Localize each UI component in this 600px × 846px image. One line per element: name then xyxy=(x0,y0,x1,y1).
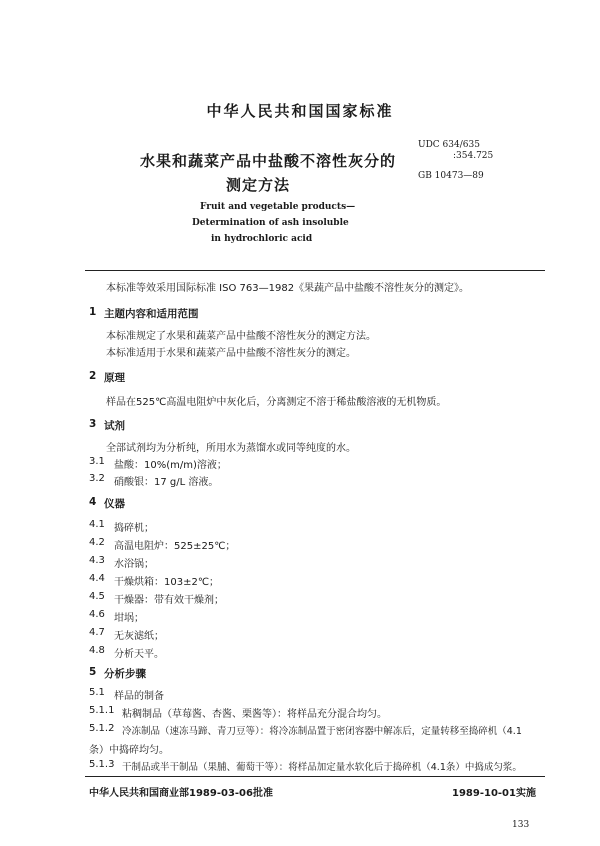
item-4-7-text: 无灰滤纸； xyxy=(114,631,164,642)
title-en-line2: Determination of ash insoluble xyxy=(192,218,349,228)
title-en-line3: in hydrochloric acid xyxy=(211,234,313,244)
title-zh-line2: 测定方法 xyxy=(226,176,291,194)
section-3-paragraph-1: 全部试剂均为分析纯，所用水为蒸馏水或同等纯度的水。 xyxy=(106,443,356,454)
section-1-heading: 主题内容和适用范围 xyxy=(104,308,199,320)
section-4-heading: 仪器 xyxy=(104,498,125,510)
page-number: 133 xyxy=(512,820,530,830)
item-4-5-text: 干燥器：带有效干燥剂； xyxy=(114,595,224,606)
section-2-paragraph-1: 样品在525℃高温电阻炉中灰化后，分离测定不溶于稀盐酸溶液的无机物质。 xyxy=(106,397,447,408)
section-4-number: 4 xyxy=(89,496,97,508)
item-5-1-3-number: 5.1.3 xyxy=(89,759,115,770)
section-5-number: 5 xyxy=(89,666,97,678)
item-4-6-text: 坩埚； xyxy=(114,613,144,624)
item-4-1-text: 捣碎机； xyxy=(114,523,154,534)
item-4-8-number: 4.8 xyxy=(89,645,105,656)
item-5-1-2-number: 5.1.2 xyxy=(89,723,115,734)
item-5-1-3-text: 干制品或半干制品（果脯、葡萄干等）：将样品加定量水软化后于捣碎机（4.1条）中捣成匀浆。 xyxy=(122,762,522,773)
item-4-2-number: 4.2 xyxy=(89,537,105,548)
header-rule xyxy=(85,270,545,271)
item-4-6-number: 4.6 xyxy=(89,609,105,620)
item-5-1-2-continuation: 条）中捣碎均匀。 xyxy=(89,745,169,756)
item-5-1-1-number: 5.1.1 xyxy=(89,705,115,716)
item-4-2-text: 高温电阻炉：525±25℃； xyxy=(114,541,236,552)
item-5-1-2-text: 冷冻制品（速冻马蹄、青刀豆等）：将冷冻制品置于密闭容器中解冻后，定量转移至捣碎机（4.1 xyxy=(122,726,522,737)
section-5-heading: 分析步骤 xyxy=(104,668,146,680)
item-4-4-number: 4.4 xyxy=(89,573,105,584)
section-3-number: 3 xyxy=(89,418,97,430)
section-1-paragraph-2: 本标准适用于水果和蔬菜产品中盐酸不溶性灰分的测定。 xyxy=(106,348,356,359)
approval-statement: 中华人民共和国商业部1989-03-06批准 xyxy=(89,788,273,799)
item-4-7-number: 4.7 xyxy=(89,627,105,638)
item-3-2-text: 硝酸银：17 g/L 溶液。 xyxy=(114,477,219,488)
item-5-1-text: 样品的制备 xyxy=(114,691,164,702)
section-3-heading: 试剂 xyxy=(104,420,125,432)
title-en-line1: Fruit and vegetable products— xyxy=(200,202,356,212)
section-1-number: 1 xyxy=(89,306,97,318)
item-4-1-number: 4.1 xyxy=(89,519,105,530)
title-zh-line1: 水果和蔬菜产品中盐酸不溶性灰分的 xyxy=(140,152,397,170)
udc-code-line2: :354.725 xyxy=(453,151,494,161)
section-2-heading: 原理 xyxy=(104,372,125,384)
section-1-paragraph-1: 本标准规定了水果和蔬菜产品中盐酸不溶性灰分的测定方法。 xyxy=(106,331,376,342)
item-4-8-text: 分析天平。 xyxy=(114,649,164,660)
intro-paragraph: 本标准等效采用国际标准 ISO 763—1982《果蔬产品中盐酸不溶性灰分的测定》。 xyxy=(106,283,470,294)
item-3-2-number: 3.2 xyxy=(89,473,105,484)
item-3-1-text: 盐酸：10%(m/m)溶液； xyxy=(114,460,227,471)
footer-rule xyxy=(85,776,545,777)
udc-code-line1: UDC 634/635 xyxy=(418,140,480,150)
standard-title: 中华人民共和国国家标准 xyxy=(206,102,394,120)
implementation-date: 1989-10-01实施 xyxy=(452,788,536,799)
item-3-1-number: 3.1 xyxy=(89,456,105,467)
item-5-1-1-text: 粘稠制品（草莓酱、杏酱、栗酱等）：将样品充分混合均匀。 xyxy=(122,709,387,720)
gb-code: GB 10473—89 xyxy=(418,171,484,181)
item-4-4-text: 干燥烘箱：103±2℃； xyxy=(114,577,220,588)
item-5-1-number: 5.1 xyxy=(89,687,105,698)
item-4-5-number: 4.5 xyxy=(89,591,105,602)
section-2-number: 2 xyxy=(89,370,97,382)
item-4-3-text: 水浴锅； xyxy=(114,559,154,570)
item-4-3-number: 4.3 xyxy=(89,555,105,566)
